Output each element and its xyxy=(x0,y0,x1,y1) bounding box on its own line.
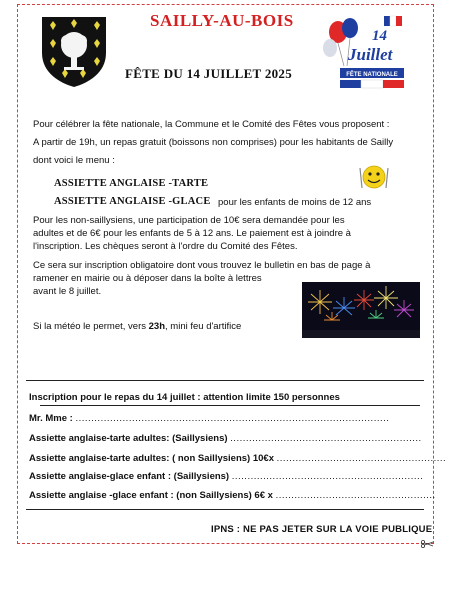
svg-text:14: 14 xyxy=(372,28,387,44)
form-row-tarte-saillysiens[interactable]: Assiette anglaise-tarte adultes: (Saillysiens) ............................................................. xyxy=(29,433,422,444)
form-divider-bottom xyxy=(26,509,424,510)
form-row-glace-non-saillysiens[interactable]: Assiette anglaise -glace enfant : (non Saillysiens) 6€ x ................................................... xyxy=(29,490,436,501)
intro-line-2: A partir de 19h, un repas gratuit (boissons non comprises) pour les habitants de Sailly xyxy=(33,137,394,148)
bastille-day-badge-icon xyxy=(320,14,408,94)
pricing-line-3: l'inscription. Les chèques seront à l'ordre du Comité des Fêtes. xyxy=(33,241,298,252)
svg-text:Juillet: Juillet xyxy=(348,45,393,64)
form-title-underline xyxy=(40,405,420,406)
form-divider-top xyxy=(26,380,424,381)
intro-line-1: Pour célébrer la fête nationale, la Commune et le Comité des Fêtes vous proposent : xyxy=(33,119,390,130)
fireworks-image xyxy=(302,282,420,338)
event-heading: FÊTE DU 14 JUILLET 2025 xyxy=(125,66,293,81)
registration-line-1: Ce sera sur inscription obligatoire dont vous trouvez le bulletin en bas de page à xyxy=(33,260,371,271)
intro-line-3: dont voici le menu : xyxy=(33,155,115,166)
registration-line-2: ramener en mairie ou à déposer dans la boîte à lettres xyxy=(33,273,262,284)
ipns-footer: IPNS : NE PAS JETER SUR LA VOIE PUBLIQUE xyxy=(211,524,433,535)
page-title: SAILLY-AU-BOIS xyxy=(150,11,294,30)
pricing-line-1: Pour les non-saillysiens, une participation de 10€ sera demandée pour les xyxy=(33,215,345,226)
menu-kids-note: pour les enfants de moins de 12 ans xyxy=(218,197,372,208)
menu-item-tarte: ASSIETTE ANGLAISE -TARTE xyxy=(54,178,209,189)
form-row-tarte-non-saillysiens[interactable]: Assiette anglaise-tarte adultes: ( non Saillysiens) 10€x ...................................................... xyxy=(29,453,447,464)
pricing-line-2: adultes et de 6€ pour les enfants de 5 à 12 ans. Le paiement est à joindre à xyxy=(33,228,351,239)
form-title: Inscription pour le repas du 14 juillet : attention limite 150 personnes xyxy=(29,392,340,403)
menu-item-glace: ASSIETTE ANGLAISE -GLACE xyxy=(54,196,211,207)
fireworks-note: Si la météo le permet, vers 23h, mini feu d'artifice xyxy=(33,321,242,332)
form-row-glace-saillysiens[interactable]: Assiette anglaise-glace enfant : (Saillysiens) ............................................................. xyxy=(29,471,424,482)
form-name-field[interactable]: Mr. Mme : .................................................................................................... xyxy=(29,413,390,424)
smiley-eating-icon xyxy=(357,162,391,192)
registration-line-3: avant le 8 juillet. xyxy=(33,286,102,297)
coat-of-arms-icon xyxy=(38,13,110,89)
svg-text:FÊTE NATIONALE: FÊTE NATIONALE xyxy=(346,72,398,78)
scissors-icon xyxy=(420,540,434,548)
